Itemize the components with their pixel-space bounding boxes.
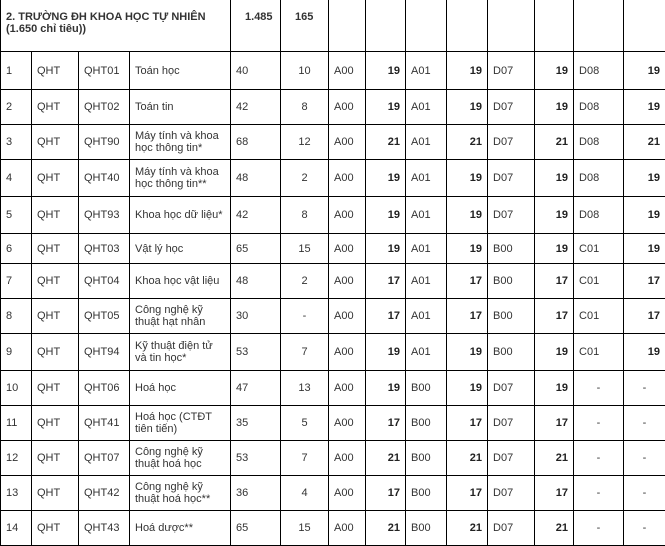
score-4: -: [624, 406, 665, 441]
table-row: [1, 52, 665, 90]
score-1: 17: [366, 299, 406, 334]
score-2: 19: [447, 371, 488, 406]
score-3: 19: [535, 234, 574, 264]
major-name: Hoá học: [130, 371, 231, 406]
quota-primary: 68: [231, 125, 281, 160]
table-row: [1, 90, 665, 125]
subject-block-4: C01: [574, 334, 624, 371]
score-4: 19: [624, 334, 665, 371]
score-4: -: [624, 511, 665, 546]
major-code: QHT94: [79, 334, 130, 371]
subject-block-3: B00: [488, 234, 535, 264]
score-1: 19: [366, 160, 406, 197]
subject-block-4: -: [574, 511, 624, 546]
subject-block-2: B00: [406, 406, 447, 441]
score-4: 19: [624, 234, 665, 264]
subject-block-3: B00: [488, 299, 535, 334]
school-code: QHT: [32, 90, 79, 125]
row-number: 5: [1, 197, 32, 234]
row-number: 7: [1, 264, 32, 299]
score-1: 21: [366, 511, 406, 546]
score-2: 17: [447, 476, 488, 511]
quota-secondary: 7: [281, 441, 329, 476]
table-row: [1, 197, 665, 234]
major-code: QHT01: [79, 52, 130, 90]
subject-block-2: B00: [406, 511, 447, 546]
major-code: QHT03: [79, 234, 130, 264]
table-row: [1, 406, 665, 441]
score-2: 17: [447, 406, 488, 441]
subject-block-1: A00: [329, 371, 366, 406]
subject-block-3: B00: [488, 334, 535, 371]
subject-block-3: D07: [488, 371, 535, 406]
subject-block-3: D07: [488, 90, 535, 125]
quota-secondary: 4: [281, 476, 329, 511]
empty-cell: [447, 0, 488, 52]
subject-block-4: D08: [574, 52, 624, 90]
school-code: QHT: [32, 160, 79, 197]
major-name: Máy tính và khoa học thông tin**: [130, 160, 231, 197]
subject-block-1: A00: [329, 406, 366, 441]
major-name: Hoá dược**: [130, 511, 231, 546]
score-4: 17: [624, 264, 665, 299]
score-1: 19: [366, 371, 406, 406]
subject-block-3: B00: [488, 264, 535, 299]
score-4: -: [624, 371, 665, 406]
school-code: QHT: [32, 511, 79, 546]
quota-secondary: 2: [281, 160, 329, 197]
row-number: 12: [1, 441, 32, 476]
major-name: Toán tin: [130, 90, 231, 125]
school-code: QHT: [32, 234, 79, 264]
row-number: 3: [1, 125, 32, 160]
score-1: 21: [366, 441, 406, 476]
major-code: QHT02: [79, 90, 130, 125]
school-code: QHT: [32, 52, 79, 90]
score-2: 17: [447, 299, 488, 334]
score-4: 17: [624, 299, 665, 334]
subject-block-3: D07: [488, 441, 535, 476]
subject-block-3: D07: [488, 511, 535, 546]
score-4: -: [624, 441, 665, 476]
quota-primary: 47: [231, 371, 281, 406]
score-3: 17: [535, 406, 574, 441]
quota-secondary: 8: [281, 90, 329, 125]
score-3: 17: [535, 299, 574, 334]
school-code: QHT: [32, 406, 79, 441]
empty-cell: [574, 0, 624, 52]
table-row: [1, 234, 665, 264]
major-code: QHT40: [79, 160, 130, 197]
score-3: 19: [535, 197, 574, 234]
major-name: Khoa học dữ liệu*: [130, 197, 231, 234]
score-1: 21: [366, 125, 406, 160]
subject-block-2: A01: [406, 264, 447, 299]
row-number: 6: [1, 234, 32, 264]
subject-block-2: A01: [406, 125, 447, 160]
score-2: 21: [447, 511, 488, 546]
major-name: Hoá học (CTĐT tiên tiến): [130, 406, 231, 441]
major-code: QHT93: [79, 197, 130, 234]
quota-primary: 65: [231, 234, 281, 264]
quota-secondary: 13: [281, 371, 329, 406]
table-row: [1, 334, 665, 371]
quota-primary: 53: [231, 441, 281, 476]
subject-block-4: -: [574, 441, 624, 476]
score-2: 21: [447, 441, 488, 476]
quota-primary: 53: [231, 334, 281, 371]
score-2: 19: [447, 90, 488, 125]
subject-block-1: A00: [329, 299, 366, 334]
subject-block-2: A01: [406, 160, 447, 197]
major-name: Toán học: [130, 52, 231, 90]
major-code: QHT43: [79, 511, 130, 546]
school-code: QHT: [32, 371, 79, 406]
score-1: 19: [366, 52, 406, 90]
subject-block-2: A01: [406, 52, 447, 90]
subject-block-4: C01: [574, 299, 624, 334]
score-4: 19: [624, 90, 665, 125]
subject-block-4: D08: [574, 197, 624, 234]
score-2: 17: [447, 264, 488, 299]
score-3: 19: [535, 371, 574, 406]
subject-block-1: A00: [329, 511, 366, 546]
table-row: [1, 371, 665, 406]
quota-secondary: 7: [281, 334, 329, 371]
score-4: 19: [624, 52, 665, 90]
major-name: Công nghệ kỹ thuật hoá học: [130, 441, 231, 476]
table-row: [1, 125, 665, 160]
quota-secondary: 15: [281, 511, 329, 546]
subject-block-3: D07: [488, 125, 535, 160]
subject-block-1: A00: [329, 264, 366, 299]
row-number: 11: [1, 406, 32, 441]
school-code: QHT: [32, 299, 79, 334]
score-2: 19: [447, 52, 488, 90]
subject-block-2: B00: [406, 476, 447, 511]
score-1: 19: [366, 197, 406, 234]
subject-block-1: A00: [329, 441, 366, 476]
school-code: QHT: [32, 441, 79, 476]
major-code: QHT07: [79, 441, 130, 476]
subject-block-1: A00: [329, 52, 366, 90]
empty-cell: [406, 0, 447, 52]
subject-block-4: C01: [574, 264, 624, 299]
score-1: 19: [366, 334, 406, 371]
table-row: [1, 511, 665, 546]
quota-secondary: 5: [281, 406, 329, 441]
quota-secondary: 10: [281, 52, 329, 90]
subject-block-2: A01: [406, 234, 447, 264]
subject-block-4: C01: [574, 234, 624, 264]
quota-secondary: -: [281, 299, 329, 334]
subject-block-4: D08: [574, 160, 624, 197]
score-2: 19: [447, 160, 488, 197]
school-title: 2. TRƯỜNG ĐH KHOA HỌC TỰ NHIÊN (1.650 chỉ tiêu)): [1, 0, 231, 52]
subject-block-4: D08: [574, 90, 624, 125]
score-3: 17: [535, 264, 574, 299]
subject-block-3: D07: [488, 197, 535, 234]
quota-primary: 30: [231, 299, 281, 334]
subject-block-1: A00: [329, 125, 366, 160]
major-name: Công nghệ kỹ thuật hoá học**: [130, 476, 231, 511]
score-3: 17: [535, 476, 574, 511]
subject-block-1: A00: [329, 90, 366, 125]
major-code: QHT90: [79, 125, 130, 160]
subject-block-4: D08: [574, 125, 624, 160]
major-name: Vật lý học: [130, 234, 231, 264]
quota-secondary: 2: [281, 264, 329, 299]
subject-block-1: A00: [329, 234, 366, 264]
quota-primary: 35: [231, 406, 281, 441]
total-quota-a: 1.485: [231, 0, 281, 52]
score-3: 21: [535, 125, 574, 160]
major-code: QHT42: [79, 476, 130, 511]
major-code: QHT04: [79, 264, 130, 299]
major-code: QHT06: [79, 371, 130, 406]
score-1: 17: [366, 406, 406, 441]
score-4: 19: [624, 160, 665, 197]
score-4: -: [624, 476, 665, 511]
row-number: 10: [1, 371, 32, 406]
subject-block-1: A00: [329, 476, 366, 511]
score-4: 21: [624, 125, 665, 160]
subject-block-2: A01: [406, 334, 447, 371]
empty-cell: [488, 0, 535, 52]
empty-cell: [366, 0, 406, 52]
score-4: 19: [624, 197, 665, 234]
quota-primary: 42: [231, 197, 281, 234]
quota-secondary: 12: [281, 125, 329, 160]
quota-primary: 48: [231, 264, 281, 299]
school-code: QHT: [32, 476, 79, 511]
subject-block-2: B00: [406, 371, 447, 406]
quota-secondary: 8: [281, 197, 329, 234]
row-number: 9: [1, 334, 32, 371]
major-name: Khoa học vật liệu: [130, 264, 231, 299]
score-3: 19: [535, 90, 574, 125]
score-2: 19: [447, 197, 488, 234]
score-1: 19: [366, 90, 406, 125]
major-name: Máy tính và khoa học thông tin*: [130, 125, 231, 160]
school-code: QHT: [32, 197, 79, 234]
major-name: Kỹ thuật điện tử và tin học*: [130, 334, 231, 371]
row-number: 4: [1, 160, 32, 197]
major-code: QHT41: [79, 406, 130, 441]
row-number: 13: [1, 476, 32, 511]
subject-block-4: -: [574, 476, 624, 511]
school-code: QHT: [32, 264, 79, 299]
school-code: QHT: [32, 125, 79, 160]
row-number: 8: [1, 299, 32, 334]
empty-cell: [535, 0, 574, 52]
empty-cell: [329, 0, 366, 52]
table-row: [1, 476, 665, 511]
empty-cell: [624, 0, 665, 52]
subject-block-2: A01: [406, 299, 447, 334]
score-3: 19: [535, 160, 574, 197]
school-code: QHT: [32, 334, 79, 371]
row-number: 2: [1, 90, 32, 125]
table-row: [1, 441, 665, 476]
row-number: 14: [1, 511, 32, 546]
major-code: QHT05: [79, 299, 130, 334]
quota-primary: 48: [231, 160, 281, 197]
quota-primary: 36: [231, 476, 281, 511]
subject-block-1: A00: [329, 334, 366, 371]
table-row: [1, 264, 665, 299]
score-1: 17: [366, 264, 406, 299]
row-number: 1: [1, 52, 32, 90]
quota-secondary: 15: [281, 234, 329, 264]
subject-block-2: B00: [406, 441, 447, 476]
score-2: 19: [447, 234, 488, 264]
quota-primary: 40: [231, 52, 281, 90]
score-3: 19: [535, 52, 574, 90]
quota-primary: 42: [231, 90, 281, 125]
subject-block-3: D07: [488, 52, 535, 90]
subject-block-2: A01: [406, 197, 447, 234]
subject-block-4: -: [574, 371, 624, 406]
score-3: 21: [535, 511, 574, 546]
score-2: 21: [447, 125, 488, 160]
quota-primary: 65: [231, 511, 281, 546]
subject-block-1: A00: [329, 197, 366, 234]
score-2: 19: [447, 334, 488, 371]
score-1: 19: [366, 234, 406, 264]
table-row: [1, 160, 665, 197]
subject-block-4: -: [574, 406, 624, 441]
subject-block-1: A00: [329, 160, 366, 197]
score-3: 21: [535, 441, 574, 476]
subject-block-3: D07: [488, 406, 535, 441]
table-row: [1, 299, 665, 334]
subject-block-3: D07: [488, 476, 535, 511]
subject-block-2: A01: [406, 90, 447, 125]
school-header-row: [1, 0, 665, 52]
major-name: Công nghệ kỹ thuật hạt nhân: [130, 299, 231, 334]
score-1: 17: [366, 476, 406, 511]
subject-block-3: D07: [488, 160, 535, 197]
total-quota-b: 165: [281, 0, 329, 52]
score-3: 19: [535, 334, 574, 371]
